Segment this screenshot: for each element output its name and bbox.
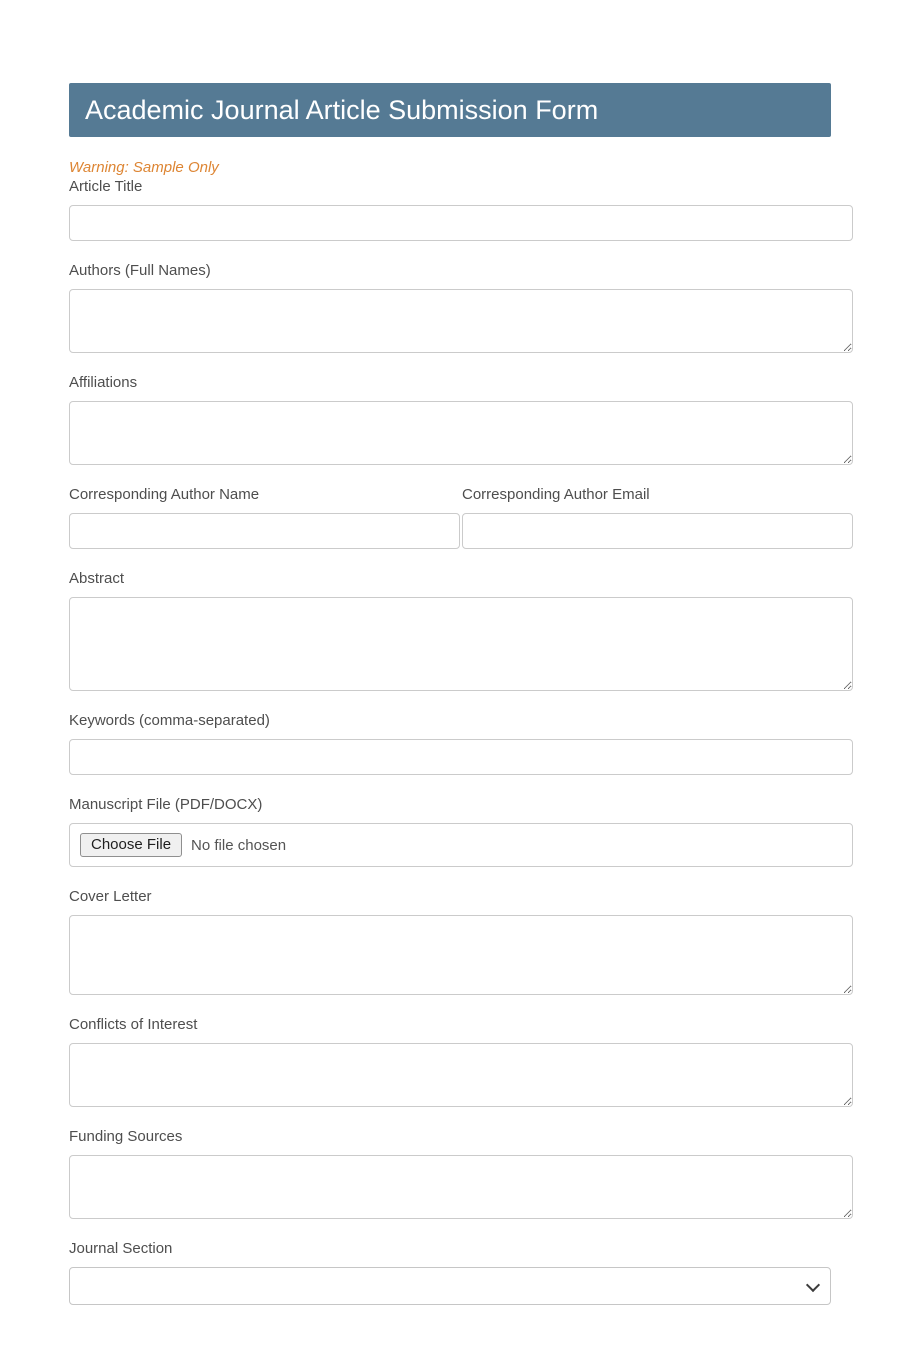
field-affiliations <box>69 373 831 465</box>
cover-letter-label: Cover Letter <box>69 888 152 905</box>
manuscript-file-label: Manuscript File (PDF/DOCX) <box>69 796 263 813</box>
corresponding-name-col <box>69 485 438 549</box>
field-conflicts <box>69 1015 831 1107</box>
submission-form <box>69 0 831 1349</box>
field-manuscript-file <box>69 795 831 867</box>
choose-file-button[interactable]: Choose File <box>80 833 182 857</box>
abstract-label: Abstract <box>69 570 125 587</box>
field-article-title <box>69 177 831 241</box>
cover-letter-textarea[interactable] <box>69 915 853 995</box>
affiliations-label: Affiliations <box>69 374 138 391</box>
file-chosen-status: No file chosen <box>191 836 287 854</box>
field-corresponding-author <box>69 485 831 549</box>
sample-warning: Warning: Sample Only <box>69 159 219 176</box>
article-title-input[interactable] <box>69 205 853 241</box>
funding-label: Funding Sources <box>69 1128 183 1145</box>
article-title-label: Article Title <box>69 178 143 195</box>
page-title: Academic Journal Article Submission Form <box>69 83 831 137</box>
journal-section-label: Journal Section <box>69 1240 173 1257</box>
conflicts-label: Conflicts of Interest <box>69 1016 198 1033</box>
field-abstract <box>69 569 831 691</box>
field-cover-letter <box>69 887 831 995</box>
field-authors <box>69 261 831 353</box>
authors-label: Authors (Full Names) <box>69 262 211 279</box>
field-funding <box>69 1127 831 1219</box>
field-keywords <box>69 711 831 775</box>
abstract-textarea[interactable] <box>69 597 853 691</box>
corresponding-email-input[interactable] <box>462 513 853 549</box>
field-journal-section <box>69 1239 831 1305</box>
corresponding-email-label: Corresponding Author Email <box>462 486 650 503</box>
corresponding-name-label: Corresponding Author Name <box>69 486 260 503</box>
corresponding-email-col <box>462 485 831 549</box>
keywords-input[interactable] <box>69 739 853 775</box>
conflicts-textarea[interactable] <box>69 1043 853 1107</box>
authors-textarea[interactable] <box>69 289 853 353</box>
journal-section-select-wrap <box>69 1267 831 1305</box>
manuscript-file-input[interactable] <box>69 823 853 867</box>
affiliations-textarea[interactable] <box>69 401 853 465</box>
journal-section-select[interactable] <box>69 1267 831 1305</box>
keywords-label: Keywords (comma-separated) <box>69 712 270 729</box>
funding-textarea[interactable] <box>69 1155 853 1219</box>
corresponding-name-input[interactable] <box>69 513 460 549</box>
